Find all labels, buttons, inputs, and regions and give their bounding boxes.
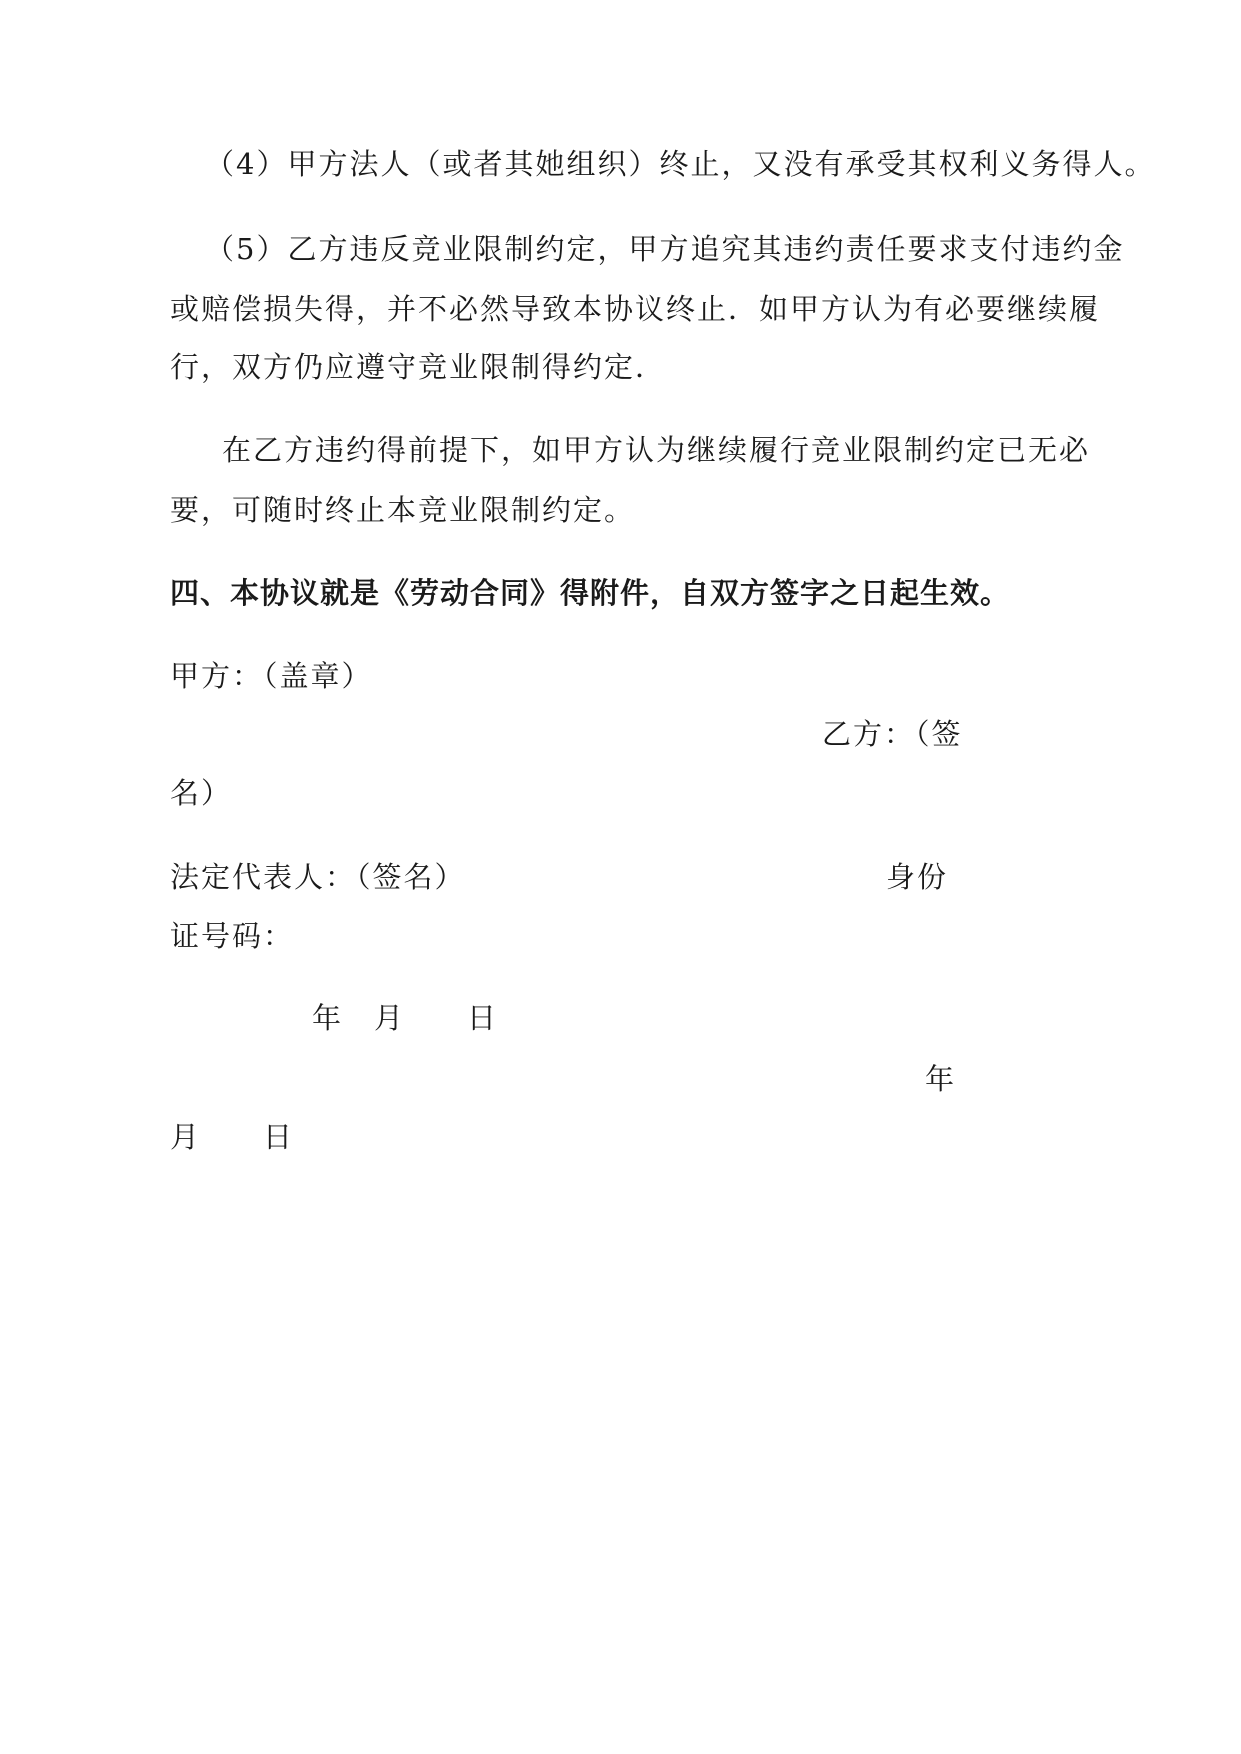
termination-paragraph-line-2: 要，可随时终止本竞业限制约定。 <box>170 493 636 527</box>
party-b-signature-label-continued: 名） <box>170 776 233 810</box>
party-b-date-year: 年 <box>925 1062 957 1096</box>
termination-paragraph-line-1: 在乙方违约得前提下，如甲方认为继续履行竞业限制约定已无必 <box>222 433 1091 467</box>
clause-item-4: （4）甲方法人（或者其她组织）终止，又没有承受其权利义务得人。 <box>205 147 1156 181</box>
clause-item-5-line-3: 行，双方仍应遵守竞业限制得约定． <box>170 350 667 384</box>
party-b-signature-label: 乙方：（签 <box>822 717 963 751</box>
party-a-date: 年 月 日 <box>312 1001 499 1035</box>
id-number-label-continued: 证号码： <box>170 919 295 953</box>
section-4-heading: 四、本协议就是《劳动合同》得附件，自双方签字之日起生效。 <box>170 576 1011 610</box>
party-b-date-month-day: 月 日 <box>170 1120 295 1154</box>
id-number-label: 身份 <box>886 860 949 894</box>
party-a-seal-label: 甲方：（盖章） <box>170 659 373 693</box>
legal-representative-label: 法定代表人：（签名） <box>170 860 466 894</box>
clause-item-5-line-1: （5）乙方违反竞业限制约定，甲方追究其违约责任要求支付违约金 <box>205 232 1125 266</box>
clause-item-5-line-2: 或赔偿损失得，并不必然导致本协议终止．如甲方认为有必要继续履 <box>170 292 1101 326</box>
